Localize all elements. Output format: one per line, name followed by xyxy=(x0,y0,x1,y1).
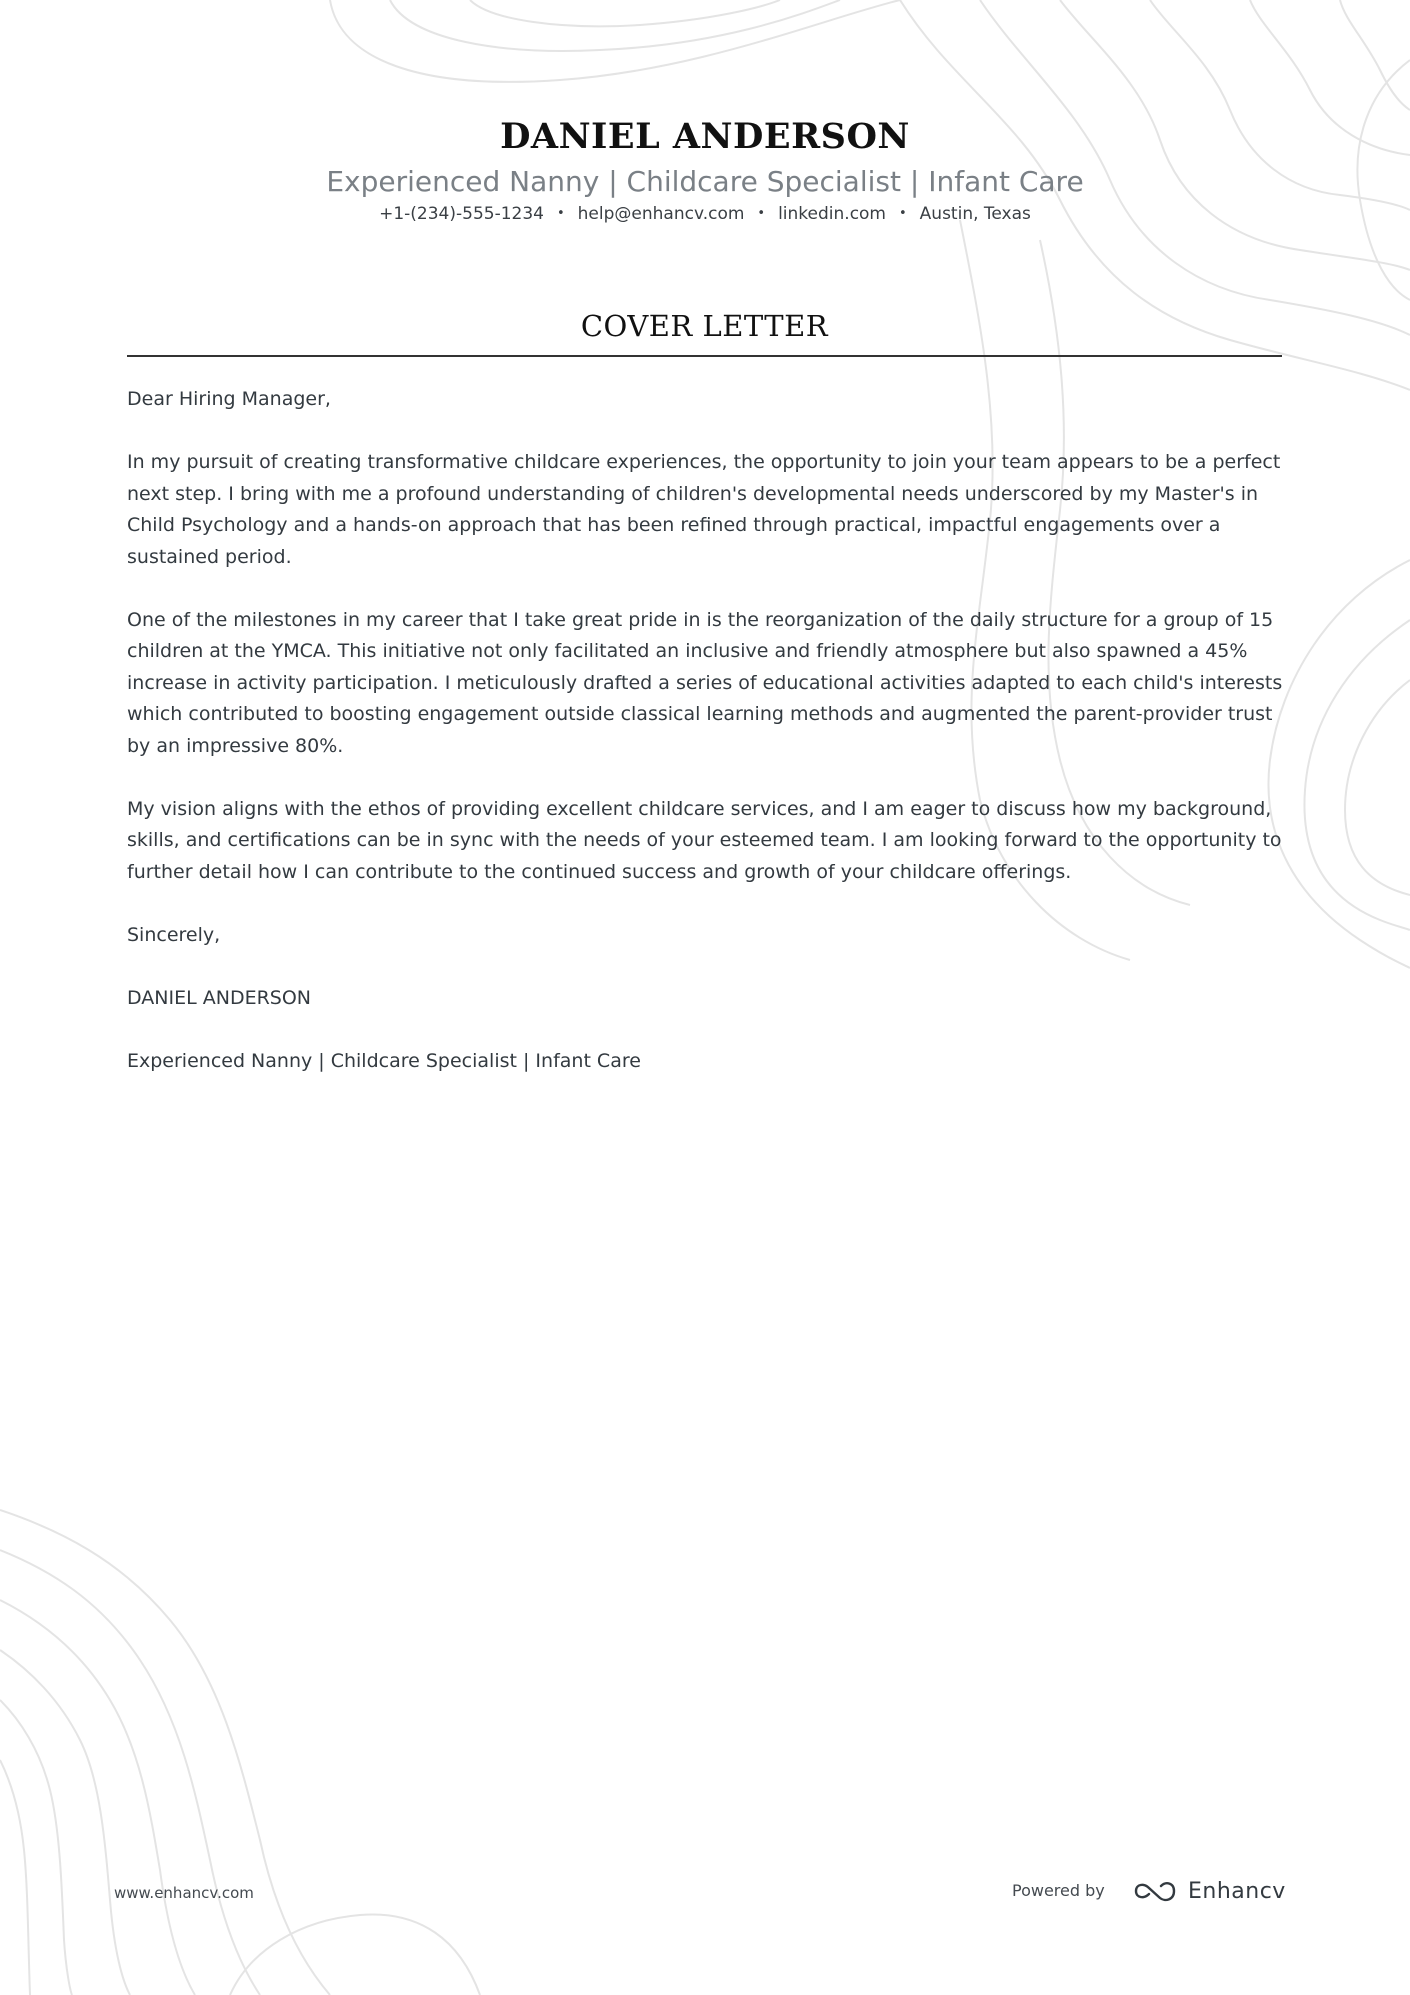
location: Austin, Texas xyxy=(919,204,1031,224)
letter-paragraph: My vision aligns with the ethos of providing excellent childcare services, and I am eager to discuss how my background, skills, and certifications can be in sync with the needs of your esteemed team. I am looking forward to the opportunity to further detail how I can contribute to the continued success and growth of your childcare offerings. xyxy=(127,797,1282,883)
candidate-name: DANIEL ANDERSON xyxy=(500,116,910,157)
brand-name: Enhancv xyxy=(1188,1878,1286,1904)
signature-title: Experienced Nanny | Childcare Specialist | Infant Care xyxy=(127,1049,641,1072)
linkedin-link[interactable]: linkedin.com xyxy=(778,204,886,224)
letter-closing: Sincerely, xyxy=(127,923,221,946)
enhancv-logo-icon xyxy=(1132,1879,1178,1903)
contact-separator: • xyxy=(556,206,565,221)
contact-separator: • xyxy=(757,206,766,221)
email-link[interactable]: help@enhancv.com xyxy=(577,204,745,224)
phone-number[interactable]: +1-(234)-555-1234 xyxy=(379,204,544,224)
contact-info xyxy=(0,202,1410,226)
section-title: COVER LETTER xyxy=(580,309,829,343)
powered-by-label: Powered by xyxy=(1012,1881,1105,1900)
enhancv-brand[interactable] xyxy=(1132,1876,1286,1906)
contact-separator: • xyxy=(899,206,907,221)
footer-website-link[interactable]: www.enhancv.com xyxy=(114,1884,254,1902)
candidate-tagline: Experienced Nanny | Childcare Specialist | Infant Care xyxy=(326,165,1084,198)
letter-paragraph: In my pursuit of creating transformative childcare experiences, the opportunity to join your team appears to be a perfect next step. I bring with me a profound understanding of children's developmental needs underscored by my Master's in Child Psychology and a hands-on approach that has been refined through practical, impactful engagements over a sustained period. xyxy=(127,451,1281,568)
letter-paragraph: One of the milestones in my career that I take great pride in is the reorganization of the daily structure for a group of 15 children at the YMCA. This initiative not only facilitated an inclusive and friendly atmosphere but also spawned a 45% increase in activity participation. I meticulously drafted a series of educational activities adapted to each child's interests which contributed to boosting engagement outside classical learning methods and augmented the parent-provider trust by an impressive 80%. xyxy=(127,608,1283,757)
letter-body xyxy=(127,384,1287,1109)
resume-header xyxy=(0,112,1410,226)
letter-greeting: Dear Hiring Manager, xyxy=(127,388,331,410)
signature-name: DANIEL ANDERSON xyxy=(127,986,312,1009)
section-divider xyxy=(127,355,1282,357)
